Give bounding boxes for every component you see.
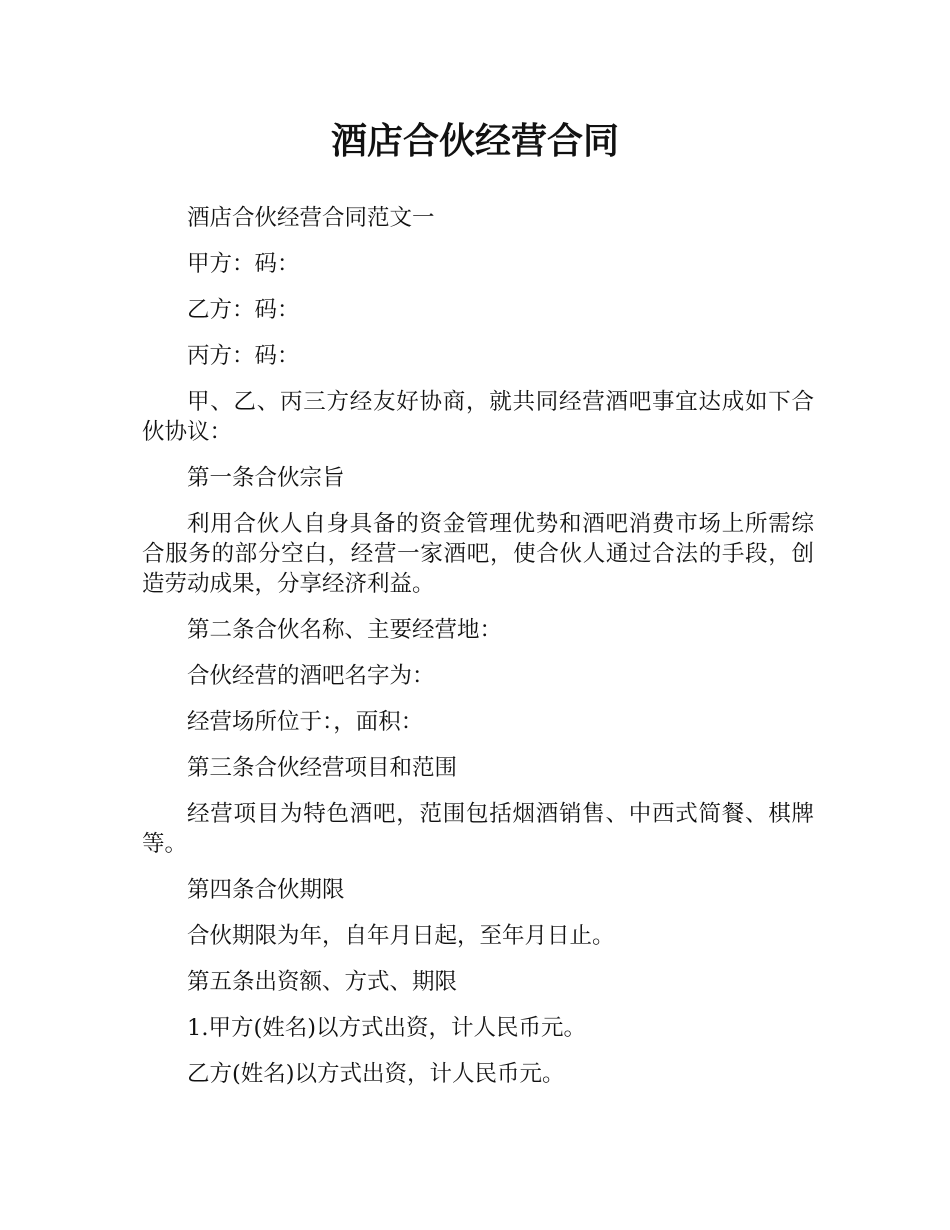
paragraph-party-b: 乙方：码：: [187, 297, 300, 323]
paragraph-contribution-b: 乙方(姓名)以方式出资，计人民币元。: [187, 1061, 565, 1087]
paragraph-article-4-heading: 第四条合伙期限: [187, 877, 345, 903]
document-body: [142, 203, 814, 1105]
paragraph-preamble: 甲、乙、丙三方经友好协商，就共同经营酒吧事宜达成如下合伙协议：: [142, 389, 814, 445]
paragraph-article-2-heading: 第二条合伙名称、主要经营地：: [187, 617, 503, 643]
document-title: 酒店合伙经营合同: [330, 121, 619, 162]
paragraph-party-a: 甲方：码：: [187, 251, 300, 277]
paragraph-location: 经营场所位于：，面积：: [187, 709, 424, 735]
paragraph-article-1-body: 利用合伙人自身具备的资金管理优势和酒吧消费市场上所需综合服务的部分空白，经营一家酒吧，使合伙人通过合法的手段，创造劳动成果，分享经济利益。: [142, 511, 814, 597]
paragraph-party-c: 丙方：码：: [187, 343, 300, 369]
paragraph-article-3-heading: 第三条合伙经营项目和范围: [187, 755, 458, 781]
paragraph-article-3-body: 经营项目为特色酒吧，范围包括烟酒销售、中西式简餐、棋牌等。: [142, 801, 814, 857]
paragraph-article-1-heading: 第一条合伙宗旨: [187, 465, 345, 491]
paragraph-article-5-heading: 第五条出资额、方式、期限: [187, 969, 458, 995]
paragraph-contribution-a: 1.甲方(姓名)以方式出资，计人民币元。: [187, 1015, 587, 1041]
paragraph-bar-name: 合伙经营的酒吧名字为：: [187, 663, 435, 689]
paragraph-article-4-body: 合伙期限为年，自年月日起，至年月日止。: [187, 923, 615, 949]
paragraph-subtitle: 酒店合伙经营合同范文一: [187, 205, 435, 231]
